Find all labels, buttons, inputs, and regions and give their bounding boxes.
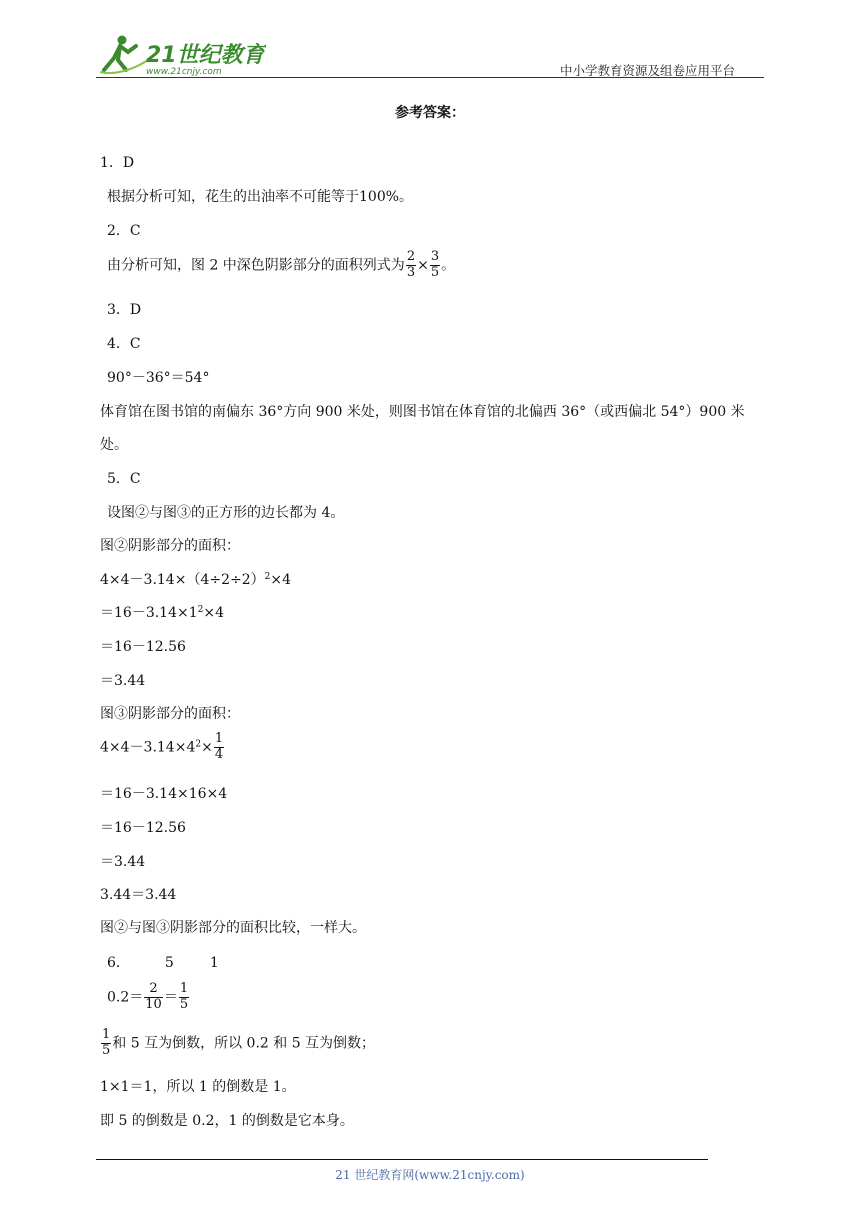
fraction: $\frac{2}{3}$ xyxy=(406,249,416,280)
fraction: $\frac{3}{5}$ xyxy=(430,249,440,280)
q5-answer: 5．C xyxy=(107,471,141,487)
q6-line3: 1×1＝1，所以 1 的倒数是 1。 xyxy=(100,1079,296,1095)
header-divider xyxy=(96,77,764,78)
footer-link[interactable]: 21 世纪教育网(www.21cnjy.com) xyxy=(335,1168,525,1182)
logo-url: www.21cnjy.com xyxy=(146,67,222,77)
q5-fig2-step3: ＝16－12.56 xyxy=(100,639,186,655)
q5-fig3-step1: $4\times 4-3.14\times 4^2\times$ $\frac{1}{4}$ xyxy=(100,731,224,762)
fraction: $\frac{1}{5}$ xyxy=(179,981,189,1012)
q4-explanation-line2: 处。 xyxy=(100,437,128,453)
q6-line4: 即 5 的倒数是 0.2，1 的倒数是它本身。 xyxy=(100,1113,354,1129)
q5-fig3-result: ＝3.44 xyxy=(100,854,146,870)
q5-fig2-result: ＝3.44 xyxy=(100,673,146,689)
q2-text: 由分析可知，图 2 中深色阴影部分的面积列式为 xyxy=(107,257,405,274)
platform-name: 中小学教育资源及组卷应用平台 xyxy=(560,63,736,78)
q5-fig2-step2: $=16-3.14\times 1^2\times 4$ xyxy=(100,605,224,621)
q6-answer: 6． 5 1 xyxy=(107,955,219,971)
q5-intro: 设图②与图③的正方形的边长都为 4。 xyxy=(107,505,345,521)
runner-icon xyxy=(100,36,148,74)
q3-answer: 3．D xyxy=(107,302,142,318)
q5-fig2-title: 图②阴影部分的面积： xyxy=(100,538,240,554)
page-title: 参考答案： xyxy=(395,105,465,121)
q6-blank-1: 5 xyxy=(164,955,174,971)
logo-text: 21世纪教育 xyxy=(146,43,265,68)
q5-conclusion: 图②与图③阴影部分的面积比较，一样大。 xyxy=(100,920,366,936)
site-logo xyxy=(96,32,266,78)
q6-equation: 0.2＝ $\frac{2}{10}$ ＝ $\frac{1}{5}$ xyxy=(107,981,189,1012)
q6-reciprocal-explanation: $\frac{1}{5}$ 和 5 互为倒数，所以 0.2 和 5 互为倒数； xyxy=(102,1027,376,1058)
q4-calc: 90°－36°＝54° xyxy=(107,370,210,386)
q5-fig3-step2: ＝16－3.14×16×4 xyxy=(100,786,228,802)
q1-explanation: 根据分析可知，花生的出油率不可能等于100%。 xyxy=(107,189,414,205)
q2-explanation: 由分析可知，图 2 中深色阴影部分的面积列式为 $\frac{2}{3}$ × $\frac{3}{5}$ 。 xyxy=(107,249,456,280)
q4-explanation-line1: 体育馆在图书馆的南偏东 36°方向 900 米处，则图书馆在体育馆的北偏西 36°（或西偏北 54°）900 米 xyxy=(100,404,745,420)
q6-blank-2: 1 xyxy=(209,955,219,971)
q5-compare: 3.44＝3.44 xyxy=(100,887,177,903)
q1-answer: 1．D xyxy=(100,155,135,171)
fraction: $\frac{2}{10}$ xyxy=(145,981,162,1012)
q5-fig2-step1: $4\times 4-3.14\times(4\div 2\div 2)^2\times 4$ xyxy=(100,572,292,588)
q2-answer: 2．C xyxy=(107,223,141,239)
fraction: $\frac{1}{4}$ xyxy=(214,731,224,762)
q4-answer: 4．C xyxy=(107,336,141,352)
q5-fig3-title: 图③阴影部分的面积： xyxy=(100,706,240,722)
q5-fig3-step3: ＝16－12.56 xyxy=(100,820,186,836)
fraction: $\frac{1}{5}$ xyxy=(102,1027,111,1058)
footer-divider xyxy=(96,1159,708,1160)
